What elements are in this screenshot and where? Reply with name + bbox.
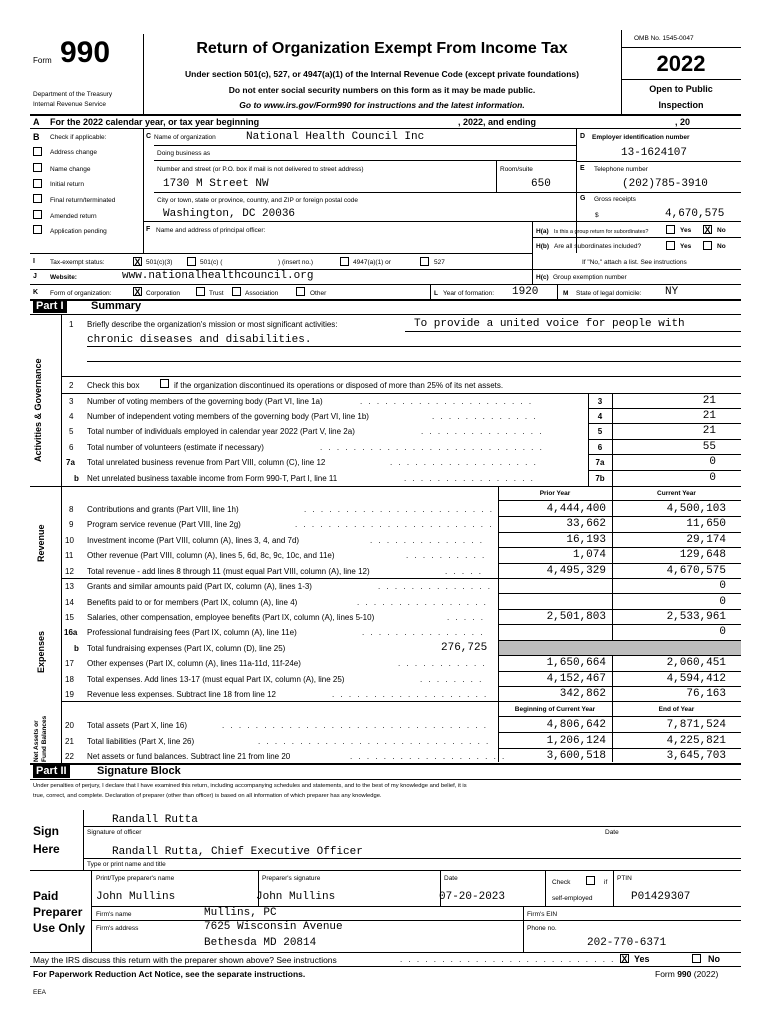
leader-dots: . . . . . . . . . . . . . . . . . . . xyxy=(350,752,507,761)
hc-label: H(c) xyxy=(536,274,549,281)
tax-year: 2022 xyxy=(656,51,706,76)
officer-signature: Randall Rutta xyxy=(112,814,198,826)
net-row-text: Total liabilities (Part X, line 26) xyxy=(87,737,195,746)
line-a-end: , 20 xyxy=(675,117,691,127)
discuss-yes-label: Yes xyxy=(634,954,650,964)
sec-b-label: B xyxy=(33,132,40,142)
line2-num: 2 xyxy=(69,381,74,390)
self-employed-label: self-employed xyxy=(552,895,593,902)
rev-row-text: Total revenue - add lines 8 through 11 (must equal Part VIII, column (A), line 12) xyxy=(87,567,370,576)
col-prior-year: Prior Year xyxy=(539,490,571,497)
leader-dots: . . . . . . . . . . . . . . . . xyxy=(357,598,488,607)
exp-row-text: Other expenses (Part IX, column (A), lines 11a-11d, 11f-24e) xyxy=(87,659,301,668)
gov-row-num: 3 xyxy=(69,397,74,406)
discuss-yes-checkbox[interactable]: X xyxy=(621,954,628,964)
firm-address-1: 7625 Wisconsin Avenue xyxy=(204,921,343,933)
net-row-num: 22 xyxy=(65,752,74,761)
application-pending-label: Application pending xyxy=(50,228,107,235)
preparer-name: John Mullins xyxy=(96,891,176,903)
preparer-word: Preparer xyxy=(33,905,83,919)
form-of-org-label: Form of organization: xyxy=(50,290,112,297)
net-prior-value: 4,806,642 xyxy=(546,719,606,731)
net-current-value: 4,225,821 xyxy=(666,735,726,747)
line2-text-a: Check this box xyxy=(87,381,140,390)
net-prior-value: 1,206,124 xyxy=(546,735,606,747)
preparer-ptin: P01429307 xyxy=(631,891,691,903)
col-end-year: End of Year xyxy=(658,706,695,713)
rev-current-value: 11,650 xyxy=(686,518,726,530)
rev-prior-value: 16,193 xyxy=(566,534,606,546)
org-name-label: Name of organization xyxy=(154,134,216,141)
exp-row-num: 14 xyxy=(65,598,74,607)
ha-yes-checkbox[interactable] xyxy=(666,225,675,234)
exp-row-num: 13 xyxy=(65,582,74,591)
leader-dots: . . . . . . . . . . . . . . . . . . . . . . . . . . . xyxy=(320,443,544,452)
association-checkbox[interactable] xyxy=(232,287,241,296)
sec-m-label: M xyxy=(563,290,569,297)
col-current-year: Current Year xyxy=(657,490,696,497)
gov-row-text: Net unrelated business taxable income from Form 990-T, Part I, line 11 xyxy=(87,474,338,483)
rev-current-value: 4,670,575 xyxy=(666,565,726,577)
part2-label: Part II xyxy=(33,765,70,778)
street-label: Number and street (or P.O. box if mail is not delivered to street address) xyxy=(157,166,364,173)
eea-label: EEA xyxy=(33,989,47,996)
rev-prior-value: 4,444,400 xyxy=(546,503,606,515)
leader-dots: . . . . . xyxy=(447,613,486,622)
trust-label: Trust xyxy=(209,290,224,297)
leader-dots: . . . . . . . . . . . . . . . . . . . . . xyxy=(360,397,534,406)
leader-dots: . . . . . . . . . . . . . . . . . . . . . . . . xyxy=(295,520,494,529)
preparer-date-label: Date xyxy=(444,875,458,882)
dept-line1: Department of the Treasury xyxy=(33,91,113,98)
open-public-1: Open to Public xyxy=(649,84,713,94)
gross-receipts-label: Gross receipts xyxy=(594,196,636,203)
line-a-text: For the 2022 calendar year, or tax year beginning xyxy=(50,117,260,127)
other-label: Other xyxy=(310,290,327,297)
gov-row-num: 7a xyxy=(66,458,75,467)
exp-prior-value: 1,650,664 xyxy=(546,657,606,669)
leader-dots: . . . . . . . . . . . . . . . . . . . . . . . . . . . . xyxy=(258,737,491,746)
net-row-num: 21 xyxy=(65,737,74,746)
exp-current-value: 0 xyxy=(719,626,726,638)
leader-dots: . . . . . . . . . . . . . . xyxy=(370,536,485,545)
rev-row-num: 8 xyxy=(69,505,74,514)
sec-g-label: G xyxy=(580,195,586,202)
use-only-word: Use Only xyxy=(33,921,86,935)
exp-prior-value: 2,501,803 xyxy=(546,611,606,623)
domicile-state: NY xyxy=(665,286,679,298)
form-reference xyxy=(655,969,718,979)
principal-officer-label: Name and address of principal officer: xyxy=(156,227,266,234)
exp-row-text: Benefits paid to or for members (Part IX, column (A), line 4) xyxy=(87,598,298,607)
leader-dots: . . . . . . . . . . . . . xyxy=(432,412,538,421)
website-label: Website: xyxy=(50,274,77,281)
form-ref-b: 990 xyxy=(677,969,692,979)
gov-row-text: Total unrelated business revenue from Part VIII, column (C), line 12 xyxy=(87,458,326,467)
gov-row-box: 6 xyxy=(597,443,603,452)
exp-row-num: 17 xyxy=(65,659,74,668)
application-pending-checkbox[interactable] xyxy=(33,225,42,234)
line2-text-b: if the organization discontinued its operations or disposed of more than 25% of its net assets. xyxy=(174,381,504,390)
omb-number: OMB No. 1545-0047 xyxy=(634,35,694,42)
line-a-mid: , 2022, and ending xyxy=(458,117,537,127)
amended-return-checkbox[interactable] xyxy=(33,210,42,219)
address-change-label: Address change xyxy=(50,149,97,156)
gov-row-box: 5 xyxy=(597,427,603,436)
preparer-name-label: Print/Type preparer's name xyxy=(96,875,175,882)
association-label: Association xyxy=(245,290,279,297)
form-ref-c: (2022) xyxy=(691,969,719,979)
4947-checkbox[interactable] xyxy=(340,257,349,266)
exp-row-text: Revenue less expenses. Subtract line 18 from line 12 xyxy=(87,690,276,699)
phone-label: Telephone number xyxy=(594,166,648,173)
open-public-2: Inspection xyxy=(658,100,704,110)
tax-exempt-label: Tax-exempt status: xyxy=(50,259,105,266)
rev-row-text: Program service revenue (Part VIII, line 2g) xyxy=(87,520,241,529)
dba-label: Doing business as xyxy=(157,150,211,157)
rev-prior-value: 4,495,329 xyxy=(546,565,606,577)
sec-j-label: J xyxy=(33,273,37,280)
leader-dots: . . . . . . . . . . xyxy=(406,551,487,560)
exp-row-text: Professional fundraising fees (Part IX, column (A), line 11e) xyxy=(87,628,297,637)
leader-dots: . . . . . . . . . . . . . . . . . . . . . . . . . . xyxy=(400,955,616,964)
sign-word: Sign xyxy=(33,824,59,838)
sec-i-label: I xyxy=(33,258,35,265)
gov-row-num: 4 xyxy=(69,412,74,421)
net-prior-value: 3,600,518 xyxy=(546,750,606,762)
paid-word: Paid xyxy=(33,889,59,903)
preparer-signature: John Mullins xyxy=(256,891,336,903)
side-net-assets-2: Fund Balances xyxy=(41,715,48,762)
hb-label: H(b) xyxy=(536,243,549,250)
form-ref-a: Form xyxy=(655,969,678,979)
gov-row-text: Total number of volunteers (estimate if necessary) xyxy=(87,443,264,452)
rev-current-value: 4,500,103 xyxy=(666,503,726,515)
check-label: Check xyxy=(552,879,571,886)
type-name-label: Type or print name and title xyxy=(87,861,166,868)
firm-name-label: Firm's name xyxy=(96,911,132,918)
exp-prior-value: 4,152,467 xyxy=(546,673,606,685)
line1-num: 1 xyxy=(69,320,74,329)
501c3-label: 501(c)(3) xyxy=(146,259,173,266)
corporation-label: Corporation xyxy=(146,290,180,297)
other-checkbox[interactable] xyxy=(296,287,305,296)
leader-dots: . . . . . . . . . . . . . . . xyxy=(362,628,485,637)
subtitle-3: Go to www.irs.gov/Form990 for instructions and the latest information. xyxy=(239,100,525,110)
line1-text: Briefly describe the organization's mission or most significant activities: xyxy=(87,320,338,329)
exp-current-value: 2,533,961 xyxy=(666,611,726,623)
final-return-checkbox[interactable] xyxy=(33,194,42,203)
gov-row-box: 4 xyxy=(597,412,603,421)
leader-dots: . . . . . . . . . . . xyxy=(398,659,487,668)
ha-no-label: No xyxy=(717,227,726,234)
rev-row-num: 11 xyxy=(65,551,74,560)
exp-row-text: Salaries, other compensation, employee benefits (Part IX, column (A), lines 5-10) xyxy=(87,613,375,622)
final-return-label: Final return/terminated xyxy=(50,197,116,204)
rev-prior-value: 33,662 xyxy=(566,518,606,530)
rev-row-num: 9 xyxy=(69,520,74,529)
form-number: 990 xyxy=(60,36,111,69)
firm-phone: 202-770-6371 xyxy=(587,937,667,949)
rev-row-text: Investment income (Part VIII, column (A), lines 3, 4, and 7d) xyxy=(87,536,300,545)
perjury-line1: Under penalties of perjury, I declare that I have examined this return, including accompanying schedules and statements, and to the best of my knowledge and belief, it is xyxy=(33,783,467,789)
exp-row-num: 19 xyxy=(65,690,74,699)
corporation-checkbox[interactable]: X xyxy=(134,287,141,297)
officer-name-title: Randall Rutta, Chief Executive Officer xyxy=(112,846,363,858)
gov-row-num: 5 xyxy=(69,427,74,436)
exp-row-num: b xyxy=(74,644,79,653)
form-title: Return of Organization Exempt From Income Tax xyxy=(196,40,568,57)
ha-text: Is this a group return for subordinates? xyxy=(554,229,649,235)
exp-row-text: Total expenses. Add lines 13-17 (must equal Part IX, column (A), line 25) xyxy=(87,675,345,684)
exp-current-value: 4,594,412 xyxy=(666,673,726,685)
part2-title: Signature Block xyxy=(97,765,181,777)
firm-ein-label: Firm's EIN xyxy=(527,911,558,918)
hb-no-checkbox[interactable] xyxy=(703,241,712,250)
net-row-text: Total assets (Part X, line 16) xyxy=(87,721,188,730)
ein-label: Employer identification number xyxy=(592,134,690,141)
shaded-cell xyxy=(499,641,741,655)
exp-current-value: 2,060,451 xyxy=(666,657,726,669)
leader-dots: . . . . . . . . . . . . . . . . . . . xyxy=(332,690,489,699)
leader-dots: . . . . . . . . . . . . . . . . xyxy=(404,474,535,483)
initial-return-label: Initial return xyxy=(50,181,84,188)
discuss-no-checkbox[interactable] xyxy=(692,954,701,963)
leader-dots: . . . . . . . . . . . . . . . . . . . . . . . xyxy=(304,505,495,514)
room-label: Room/suite xyxy=(500,166,533,173)
501c-insert-label: ) (insert no.) xyxy=(278,259,314,266)
527-checkbox[interactable] xyxy=(420,257,429,266)
exp-prior-value: 342,862 xyxy=(559,688,606,700)
gov-row-value: 21 xyxy=(702,395,716,407)
gov-row-text: Number of voting members of the governing body (Part VI, line 1a) xyxy=(87,397,323,406)
website-url[interactable]: www.nationalhealthcouncil.org xyxy=(122,270,314,282)
room-suite: 650 xyxy=(531,178,551,190)
hb-yes-checkbox[interactable] xyxy=(666,241,675,250)
exp-row-num: 18 xyxy=(65,675,74,684)
discuss-no-label: No xyxy=(708,954,720,964)
address-change-checkbox[interactable] xyxy=(33,147,42,156)
ha-no-checkbox[interactable]: X xyxy=(704,225,711,235)
signature-label: Signature of officer xyxy=(87,829,142,836)
rev-current-value: 129,648 xyxy=(679,549,726,561)
street-address: 1730 M Street NW xyxy=(163,178,269,190)
rev-row-text: Other revenue (Part VIII, column (A), lines 5, 6d, 8c, 9c, 10c, and 11e) xyxy=(87,551,335,560)
sec-c-label: C xyxy=(146,133,152,140)
4947-label: 4947(a)(1) or xyxy=(353,259,391,266)
self-employed-checkbox[interactable] xyxy=(586,876,595,885)
527-label: 527 xyxy=(434,259,445,266)
discontinued-checkbox[interactable] xyxy=(160,379,169,388)
part1-label: Part I xyxy=(33,300,67,313)
hb-note: If "No," attach a list. See instructions xyxy=(582,259,687,266)
side-revenue: Revenue xyxy=(36,524,46,562)
sign-date-label: Date xyxy=(605,829,619,836)
gov-row-text: Number of independent voting members of the governing body (Part VI, line 1b) xyxy=(87,412,369,421)
perjury-line2: true, correct, and complete. Declaration of preparer (other than officer) is based on all information of which preparer has any knowledge. xyxy=(33,793,382,799)
gov-row-value: 0 xyxy=(709,472,716,484)
net-row-text: Net assets or fund balances. Subtract line 21 from line 20 xyxy=(87,752,291,761)
sec-b-title: Check if applicable: xyxy=(50,134,107,141)
gov-row-value: 21 xyxy=(702,410,716,422)
rev-current-value: 29,174 xyxy=(686,534,726,546)
name-change-checkbox[interactable] xyxy=(33,163,42,172)
line-a-label: A xyxy=(33,117,40,127)
gov-row-num: b xyxy=(74,474,79,483)
side-activities: Activities & Governance xyxy=(33,358,43,462)
sec-e-label: E xyxy=(580,165,585,172)
gross-receipts-value: 4,670,575 xyxy=(665,208,725,220)
net-current-value: 7,871,524 xyxy=(666,719,726,731)
leader-dots: . . . . . . . . . . . . . . xyxy=(378,582,493,591)
ptin-label: PTIN xyxy=(617,875,632,882)
phone-value: (202)785-3910 xyxy=(622,178,708,190)
formation-year-label: Year of formation: xyxy=(443,290,495,297)
subtitle-1: Under section 501(c), 527, or 4947(a)(1) of the Internal Revenue Code (except private foundations) xyxy=(185,69,579,79)
leader-dots: . . . . . . . . . . . . . . . . . . . . . . . . . . . . . . . . xyxy=(222,721,489,730)
firm-address-2: Bethesda MD 20814 xyxy=(204,937,317,949)
exp-current-value: 0 xyxy=(719,596,726,608)
form-word: Form xyxy=(33,56,52,65)
gross-dollar-sign: $ xyxy=(595,212,599,219)
leader-dots: . . . . . xyxy=(445,567,484,576)
gov-row-box: 3 xyxy=(597,397,603,406)
gov-row-box: 7b xyxy=(595,474,605,483)
sec-l-label: L xyxy=(434,290,438,297)
sec-d-label: D xyxy=(580,133,586,140)
hb-text: Are all subordinates included? xyxy=(554,243,642,250)
name-change-label: Name change xyxy=(50,166,91,173)
preparer-sig-label: Preparer's signature xyxy=(262,875,321,882)
hb-yes-label: Yes xyxy=(680,243,692,250)
leader-dots: . . . . . . . . xyxy=(420,675,484,684)
domicile-label: State of legal domicile: xyxy=(576,290,642,297)
trust-checkbox[interactable] xyxy=(196,287,205,296)
gov-row-text: Total number of individuals employed in calendar year 2022 (Part V, line 2a) xyxy=(87,427,355,436)
here-word: Here xyxy=(33,842,60,856)
exp-current-value: 76,163 xyxy=(686,688,726,700)
firm-address-label: Firm's address xyxy=(96,925,139,932)
exp-row-text: Grants and similar amounts paid (Part IX, column (A), lines 1-3) xyxy=(87,582,312,591)
sec-f-label: F xyxy=(146,226,151,233)
exp-row-num: 15 xyxy=(65,613,74,622)
ein-value: 13-1624107 xyxy=(621,147,688,159)
firm-name: Mullins, PC xyxy=(204,907,277,919)
subtitle-2: Do not enter social security numbers on this form as it may be made public. xyxy=(228,85,536,95)
amended-return-label: Amended return xyxy=(50,213,97,220)
gov-row-box: 7a xyxy=(595,458,605,467)
fundraising-inline-value: 276,725 xyxy=(441,642,488,654)
rev-row-num: 10 xyxy=(65,536,74,545)
hb-no-label: No xyxy=(717,243,726,250)
mission-line1: To provide a united voice for people with xyxy=(414,318,685,330)
org-name: National Health Council Inc xyxy=(246,131,425,143)
leader-dots: . . . . . . . . . . . . . . . xyxy=(421,427,544,436)
gov-row-num: 6 xyxy=(69,443,74,452)
preparer-date: 07-20-2023 xyxy=(439,891,506,903)
city-state-zip: Washington, DC 20036 xyxy=(163,208,296,220)
hc-text: Group exemption number xyxy=(553,274,627,281)
exp-row-num: 16a xyxy=(64,628,78,637)
gov-row-value: 55 xyxy=(702,441,716,453)
dept-line2: Internal Revenue Service xyxy=(33,101,106,108)
501c-checkbox[interactable] xyxy=(187,257,196,266)
501c-label: 501(c) ( xyxy=(200,259,223,266)
501c3-checkbox[interactable]: X xyxy=(134,257,141,267)
ha-yes-label: Yes xyxy=(680,227,692,234)
part1-title: Summary xyxy=(91,300,142,312)
side-net-assets-1: Net Assets or xyxy=(33,720,40,762)
rev-row-text: Contributions and grants (Part VIII, line 1h) xyxy=(87,505,239,514)
exp-row-text: Total fundraising expenses (Part IX, column (D), line 25) xyxy=(87,644,286,653)
city-label: City or town, state or province, country, and ZIP or foreign postal code xyxy=(157,197,358,204)
formation-year: 1920 xyxy=(512,286,539,298)
side-expenses: Expenses xyxy=(36,630,46,673)
exp-current-value: 0 xyxy=(719,580,726,592)
rev-prior-value: 1,074 xyxy=(572,549,606,561)
initial-return-checkbox[interactable] xyxy=(33,179,42,188)
irs-discuss-question: May the IRS discuss this return with the preparer shown above? See instructions xyxy=(33,955,337,965)
gov-row-value: 0 xyxy=(709,456,716,468)
col-beginning-year: Beginning of Current Year xyxy=(514,706,596,713)
sec-k-label: K xyxy=(33,289,39,296)
leader-dots: . . . . . . . . . . . . . . . . . . xyxy=(390,458,538,467)
paperwork-notice: For Paperwork Reduction Act Notice, see the separate instructions. xyxy=(33,969,306,979)
net-row-num: 20 xyxy=(65,721,74,730)
net-current-value: 3,645,703 xyxy=(666,750,726,762)
gov-row-value: 21 xyxy=(702,425,716,437)
if-label: if xyxy=(604,879,608,886)
mission-line2: chronic diseases and disabilities. xyxy=(87,334,312,346)
rev-row-num: 12 xyxy=(65,567,74,576)
firm-phone-label: Phone no. xyxy=(527,925,557,932)
ha-label: H(a) xyxy=(536,228,549,235)
